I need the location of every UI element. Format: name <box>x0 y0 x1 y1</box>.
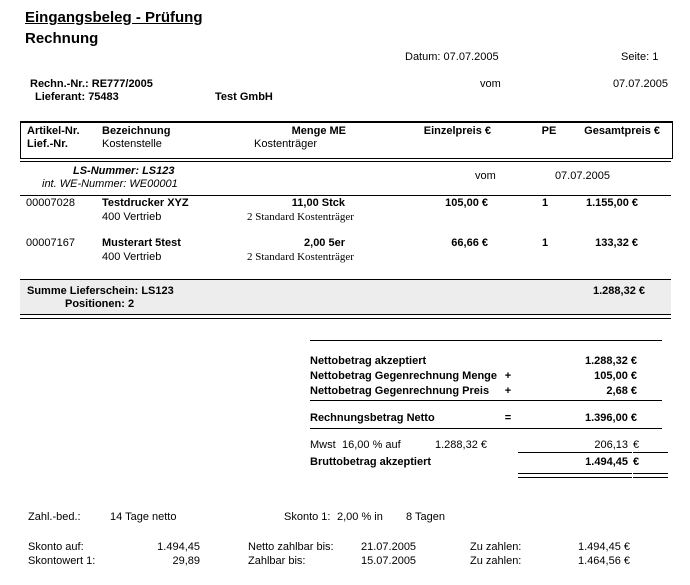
item-name: Musterart 5test <box>102 237 181 249</box>
divider-double <box>633 473 668 478</box>
invoice-date-value: 07.07.2005 <box>612 78 668 90</box>
vat-base: 1.288,32 € <box>435 439 487 451</box>
gross-accepted-currency: € <box>633 456 640 468</box>
page-number <box>621 51 658 64</box>
sum-total-value: 1.288,32 € <box>593 285 645 297</box>
pay-net-label: Zu zahlen: <box>470 541 522 553</box>
item-pe: 1 <box>541 197 549 209</box>
delivery-note-sum-band <box>20 279 671 314</box>
skonto-value-value: 29,89 <box>172 555 200 567</box>
divider-double <box>20 314 671 319</box>
supplier-label: Lieferant: <box>35 91 86 103</box>
payment-terms-value: 14 Tage netto <box>110 511 177 523</box>
page-number-value: 1 <box>652 51 659 63</box>
net-price-operator: + <box>504 385 512 397</box>
item-total: 133,32 € <box>595 237 638 249</box>
sum-label <box>27 285 174 298</box>
net-accepted-value: 1.288,32 € <box>585 355 637 367</box>
col-quantity: Menge ME <box>291 125 346 137</box>
invoice-number-value: RE777/2005 <box>91 78 153 90</box>
col-total-price: Gesamtpreis € <box>584 125 660 137</box>
invoice-vom-label: vom <box>480 78 501 90</box>
col-cost-center: Kostenstelle <box>102 138 162 150</box>
divider <box>310 340 662 341</box>
skonto1-rate: 2,00 % in <box>337 511 383 523</box>
totals-block <box>310 338 668 483</box>
invoice-net-value: 1.396,00 € <box>585 412 637 424</box>
report-date-label: Datum: <box>405 51 441 63</box>
skonto1-label: Skonto 1: <box>284 511 331 523</box>
invoice-number-label: Rechn.-Nr.: <box>30 78 89 90</box>
goods-receipt-number-value: WE00001 <box>129 178 178 190</box>
skonto-value-label: Skontowert 1: <box>28 555 96 567</box>
pay-skonto-label: Zu zahlen: <box>470 555 522 567</box>
col-supplier-article-no: Lief.-Nr. <box>27 138 68 150</box>
sum-label-text: Summe Lieferschein: <box>27 285 139 297</box>
supplier-number: 75483 <box>88 91 119 103</box>
col-unit-price: Einzelpreis € <box>423 125 491 137</box>
col-pe: PE <box>541 125 557 137</box>
supplier-name: Test GmbH <box>215 91 273 103</box>
net-due-date: 21.07.2005 <box>361 541 417 553</box>
item-cost-object: 2 Standard Kostenträger <box>247 251 354 263</box>
col-description: Bezeichnung <box>102 125 171 137</box>
due-label: Zahlbar bis: <box>248 555 306 567</box>
vat-rate: 16,00 % auf <box>342 439 401 451</box>
net-qty-value: 105,00 € <box>594 370 637 382</box>
supplier <box>35 91 119 104</box>
goods-receipt-number <box>42 178 178 191</box>
sum-positions-label: Positionen: <box>65 298 125 310</box>
item-article-no: 00007028 <box>26 197 75 209</box>
sum-positions <box>65 298 134 311</box>
delivery-note-vom-label: vom <box>475 170 496 182</box>
invoice-net-operator: = <box>504 412 512 424</box>
table-column-header <box>20 121 673 159</box>
report-date-value: 07.07.2005 <box>443 51 499 63</box>
goods-receipt-number-label: int. WE-Nummer: <box>42 178 127 190</box>
invoice-net-label: Rechnungsbetrag Netto <box>310 412 435 424</box>
divider <box>518 452 632 453</box>
net-price-value: 2,68 € <box>606 385 637 397</box>
pay-net-value: 1.494,45 € <box>578 541 630 553</box>
item-cost-center: 400 Vertrieb <box>102 211 162 223</box>
divider <box>310 400 662 401</box>
net-qty-operator: + <box>504 370 512 382</box>
item-name: Testdrucker XYZ <box>102 197 189 209</box>
net-accepted-label: Nettobetrag akzeptiert <box>310 355 427 367</box>
vat-amount: 206,13 <box>594 439 628 451</box>
doc-type-label: Rechnung <box>25 30 99 47</box>
divider <box>633 452 668 453</box>
item-total: 1.155,00 € <box>586 197 638 209</box>
report-date <box>405 51 499 64</box>
item-cost-center: 400 Vertrieb <box>102 251 162 263</box>
item-unit-price: 105,00 € <box>445 197 488 209</box>
due-date: 15.07.2005 <box>361 555 417 567</box>
gross-accepted-amount: 1.494,45 <box>585 456 628 468</box>
payment-terms-label: Zahl.-bed.: <box>28 511 81 523</box>
page-number-label: Seite: <box>621 51 650 63</box>
pay-skonto-value: 1.464,56 € <box>578 555 630 567</box>
invoice-number <box>30 78 153 91</box>
item-quantity: 2,00 5er <box>304 237 345 249</box>
sum-ls-number: LS123 <box>141 285 174 297</box>
skonto-base-value: 1.494,45 <box>157 541 200 553</box>
item-unit-price: 66,66 € <box>451 237 488 249</box>
sum-positions-value: 2 <box>127 298 135 310</box>
item-quantity: 11,00 Stck <box>291 197 345 209</box>
divider-double <box>518 473 632 478</box>
delivery-note-date: 07.07.2005 <box>554 170 610 182</box>
net-due-label: Netto zahlbar bis: <box>248 541 334 553</box>
delivery-note-number <box>73 165 175 178</box>
net-price-label: Nettobetrag Gegenrechnung Preis <box>310 385 490 397</box>
vat-currency: € <box>633 439 640 451</box>
delivery-note-number-label: LS-Nummer: <box>73 165 140 177</box>
page-title: Eingangsbeleg - Prüfung <box>25 9 203 26</box>
col-article-no: Artikel-Nr. <box>27 125 80 137</box>
item-pe: 1 <box>541 237 549 249</box>
gross-accepted-label: Bruttobetrag akzeptiert <box>310 456 432 468</box>
skonto-base-label: Skonto auf: <box>28 541 84 553</box>
skonto1-days: 8 Tagen <box>406 511 445 523</box>
item-article-no: 00007167 <box>26 237 75 249</box>
vat-label: Mwst <box>310 439 336 451</box>
col-cost-object: Kostenträger <box>254 138 317 150</box>
net-qty-label: Nettobetrag Gegenrechnung Menge <box>310 370 498 382</box>
item-cost-object: 2 Standard Kostenträger <box>247 211 354 223</box>
delivery-note-number-value: LS123 <box>142 165 175 177</box>
delivery-note-band <box>20 161 671 196</box>
divider <box>310 428 662 429</box>
